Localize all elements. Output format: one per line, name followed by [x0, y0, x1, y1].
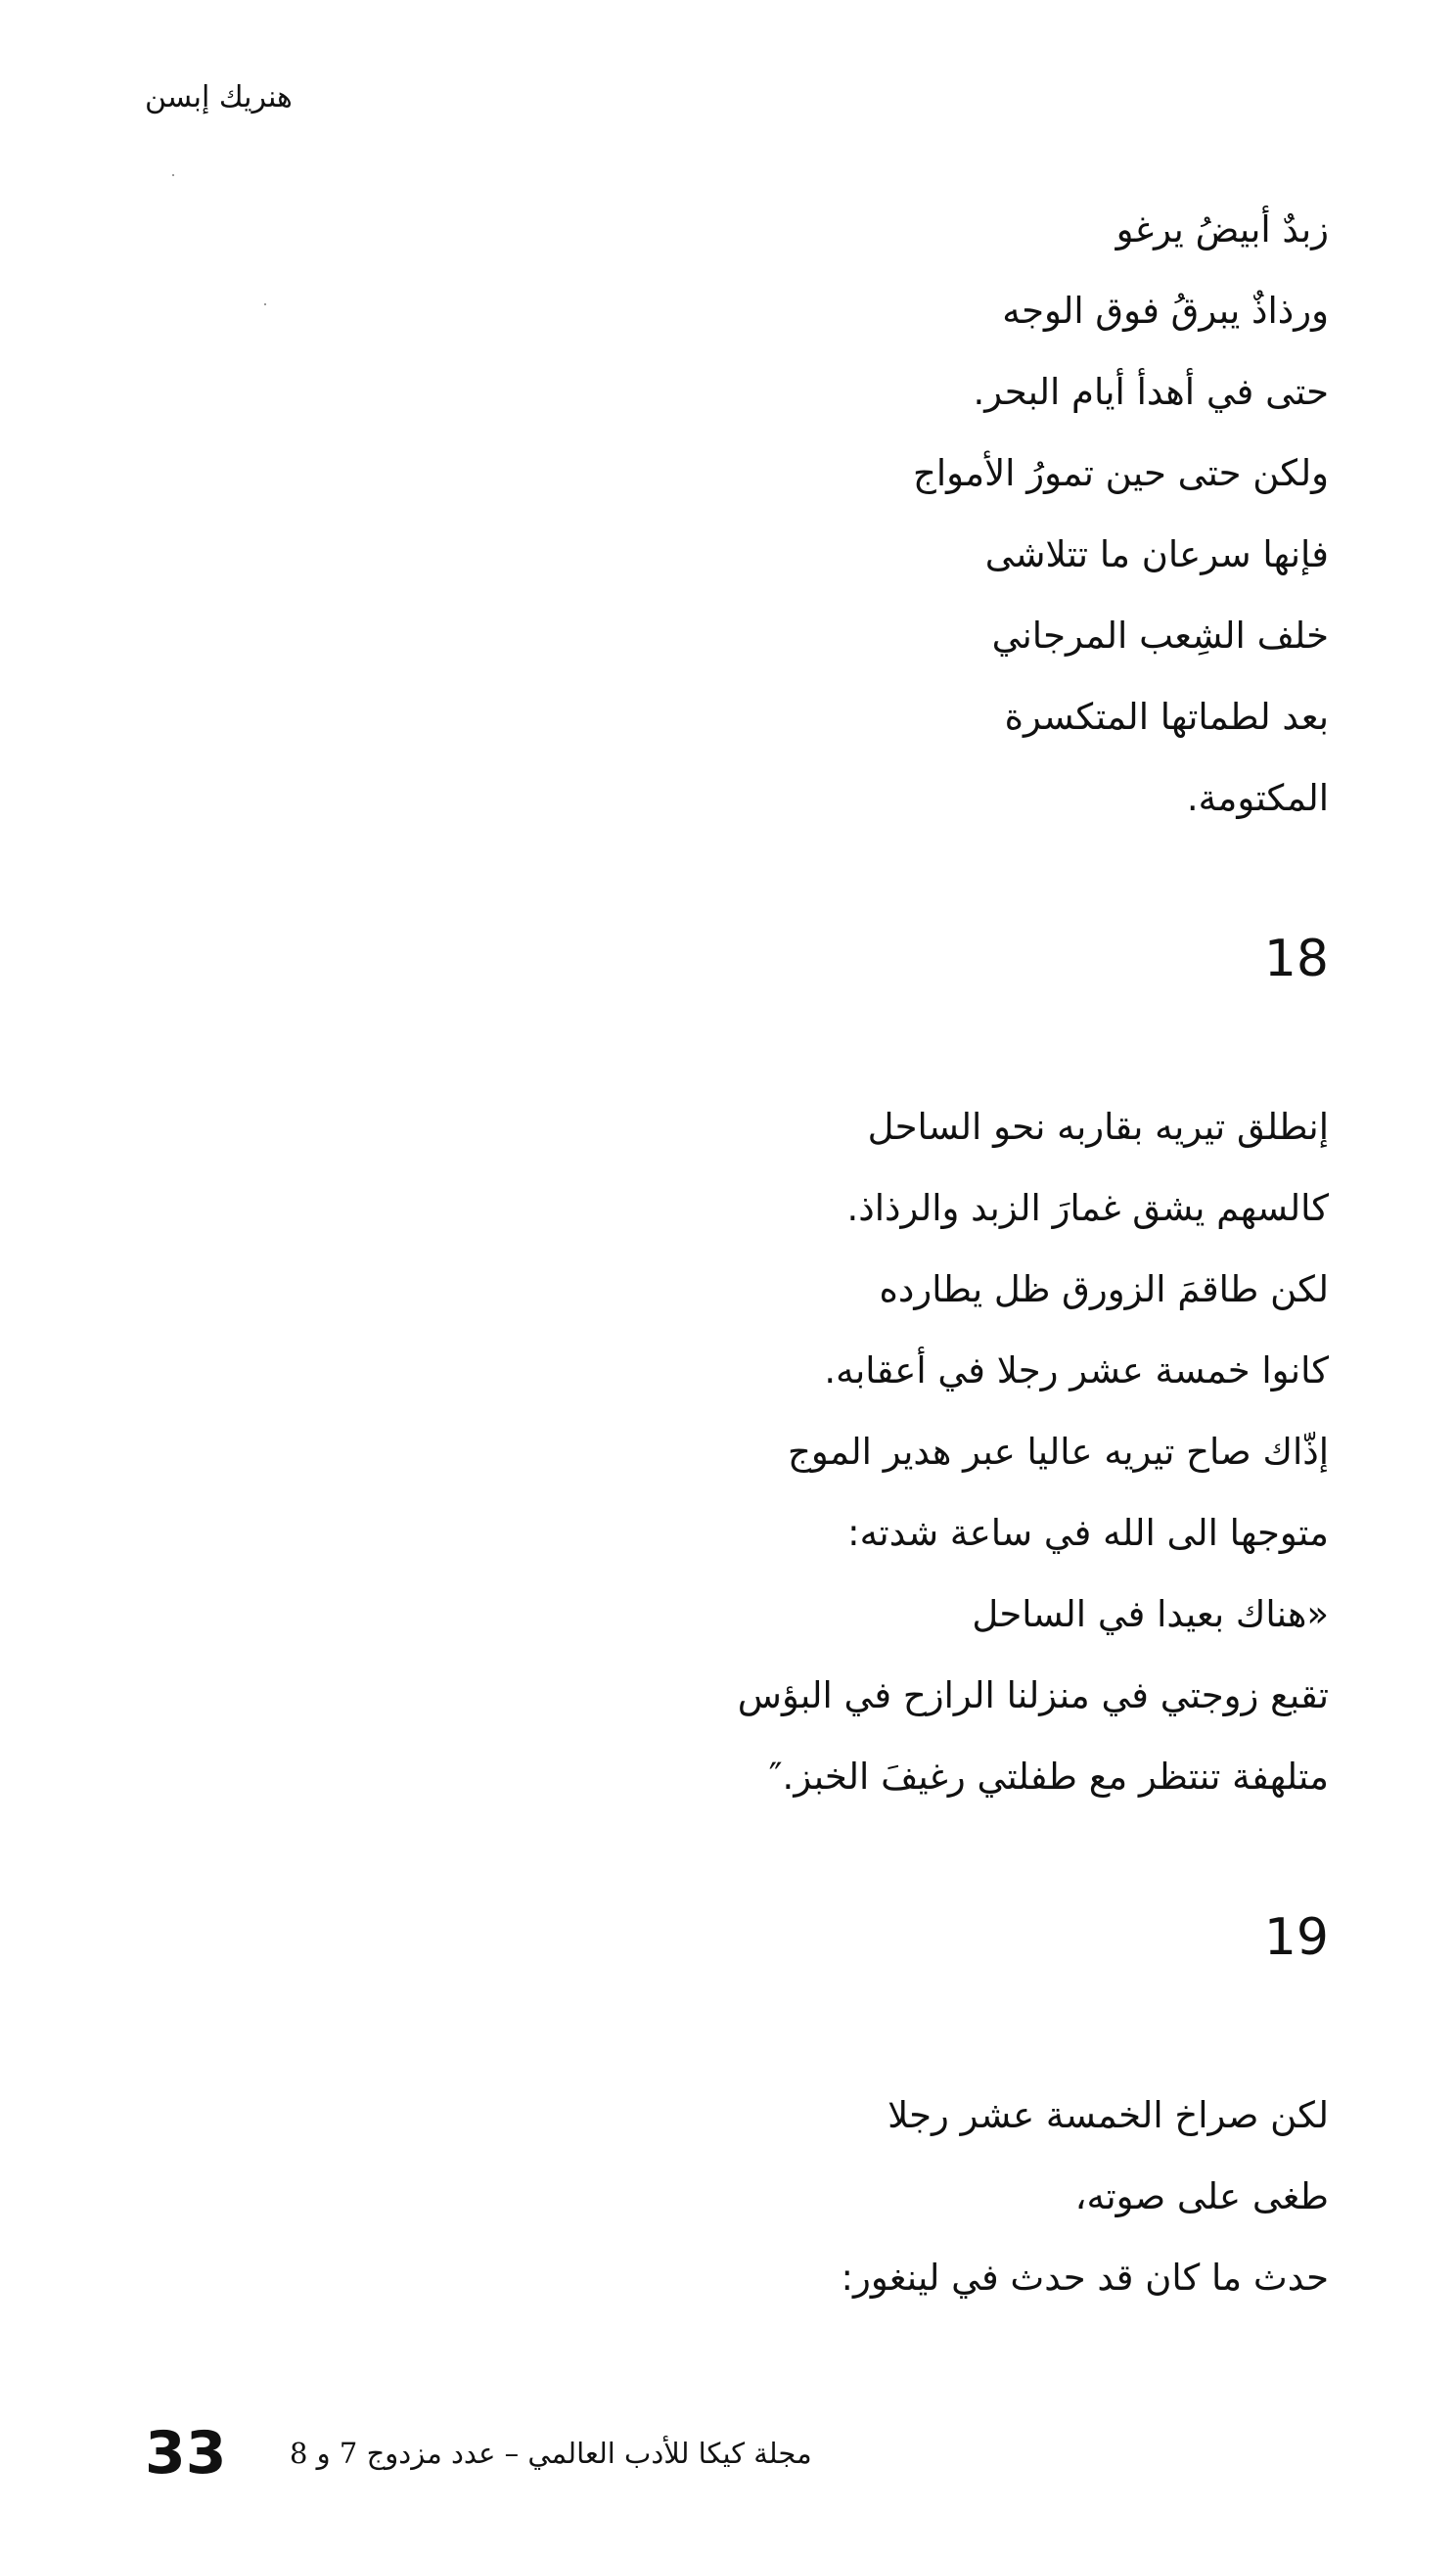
poem-line: ورذاذٌ يبرقُ فوق الوجه: [1002, 290, 1329, 332]
poem-stanza-17: [913, 189, 1329, 839]
poem-line: لكن طاقمَ الزورق ظل يطارده: [879, 1268, 1329, 1310]
scan-speck: [172, 174, 174, 176]
poem-line: إنطلق تيريه بقاربه نحو الساحل: [867, 1106, 1329, 1148]
page-number: 33: [145, 2419, 227, 2488]
section-number: 19: [1263, 1908, 1329, 1967]
poem-line: كانوا خمسة عشر رجلا في أعقابه.: [824, 1349, 1329, 1392]
poem-line: «هناك بعيدا في الساحل: [972, 1593, 1329, 1635]
journal-title: مجلة كيكا للأدب العالمي – عدد مزدوج 7 و 8: [290, 2437, 812, 2470]
poem-line: حدث ما كان قد حدث في لينغور:: [841, 2257, 1329, 2299]
page-footer: [145, 2419, 849, 2497]
poem-line: كالسهم يشق غمارَ الزبد والرذاذ.: [846, 1187, 1329, 1229]
poem-line: بعد لطماتها المتكسرة: [1004, 696, 1329, 738]
poem-line: فإنها سرعان ما تتلاشى: [984, 533, 1329, 575]
poem-line: تقبع زوجتي في منزلنا الرازح في البؤس: [737, 1674, 1329, 1716]
poem-line: طغى على صوته،: [1074, 2175, 1329, 2217]
poem-line: زبدٌ أبيضُ يرغو: [1115, 208, 1329, 251]
poem-line: خلف الشِعب المرجاني: [991, 615, 1329, 657]
poem-line: حتى في أهدأ أيام البحر.: [973, 371, 1329, 413]
poem-stanza-19: [841, 2075, 1329, 2318]
poem-line: ولكن حتى حين تمورُ الأمواج: [912, 452, 1329, 494]
poem-line: المكتومة.: [1186, 777, 1329, 819]
poem-line: إذّاك صاح تيريه عاليا عبر هدير الموج: [788, 1431, 1329, 1473]
section-number: 18: [1263, 930, 1329, 988]
running-header-author: هنريك إبسن: [145, 80, 293, 114]
scan-speck: [264, 303, 266, 305]
poem-line: متلهفة تنتظر مع طفلتي رغيفَ الخبز.″: [768, 1756, 1329, 1798]
poem-line: لكن صراخ الخمسة عشر رجلا: [887, 2094, 1329, 2136]
poem-line: متوجها الى الله في ساعة شدته:: [847, 1512, 1329, 1554]
poem-stanza-18: [738, 1086, 1329, 1817]
